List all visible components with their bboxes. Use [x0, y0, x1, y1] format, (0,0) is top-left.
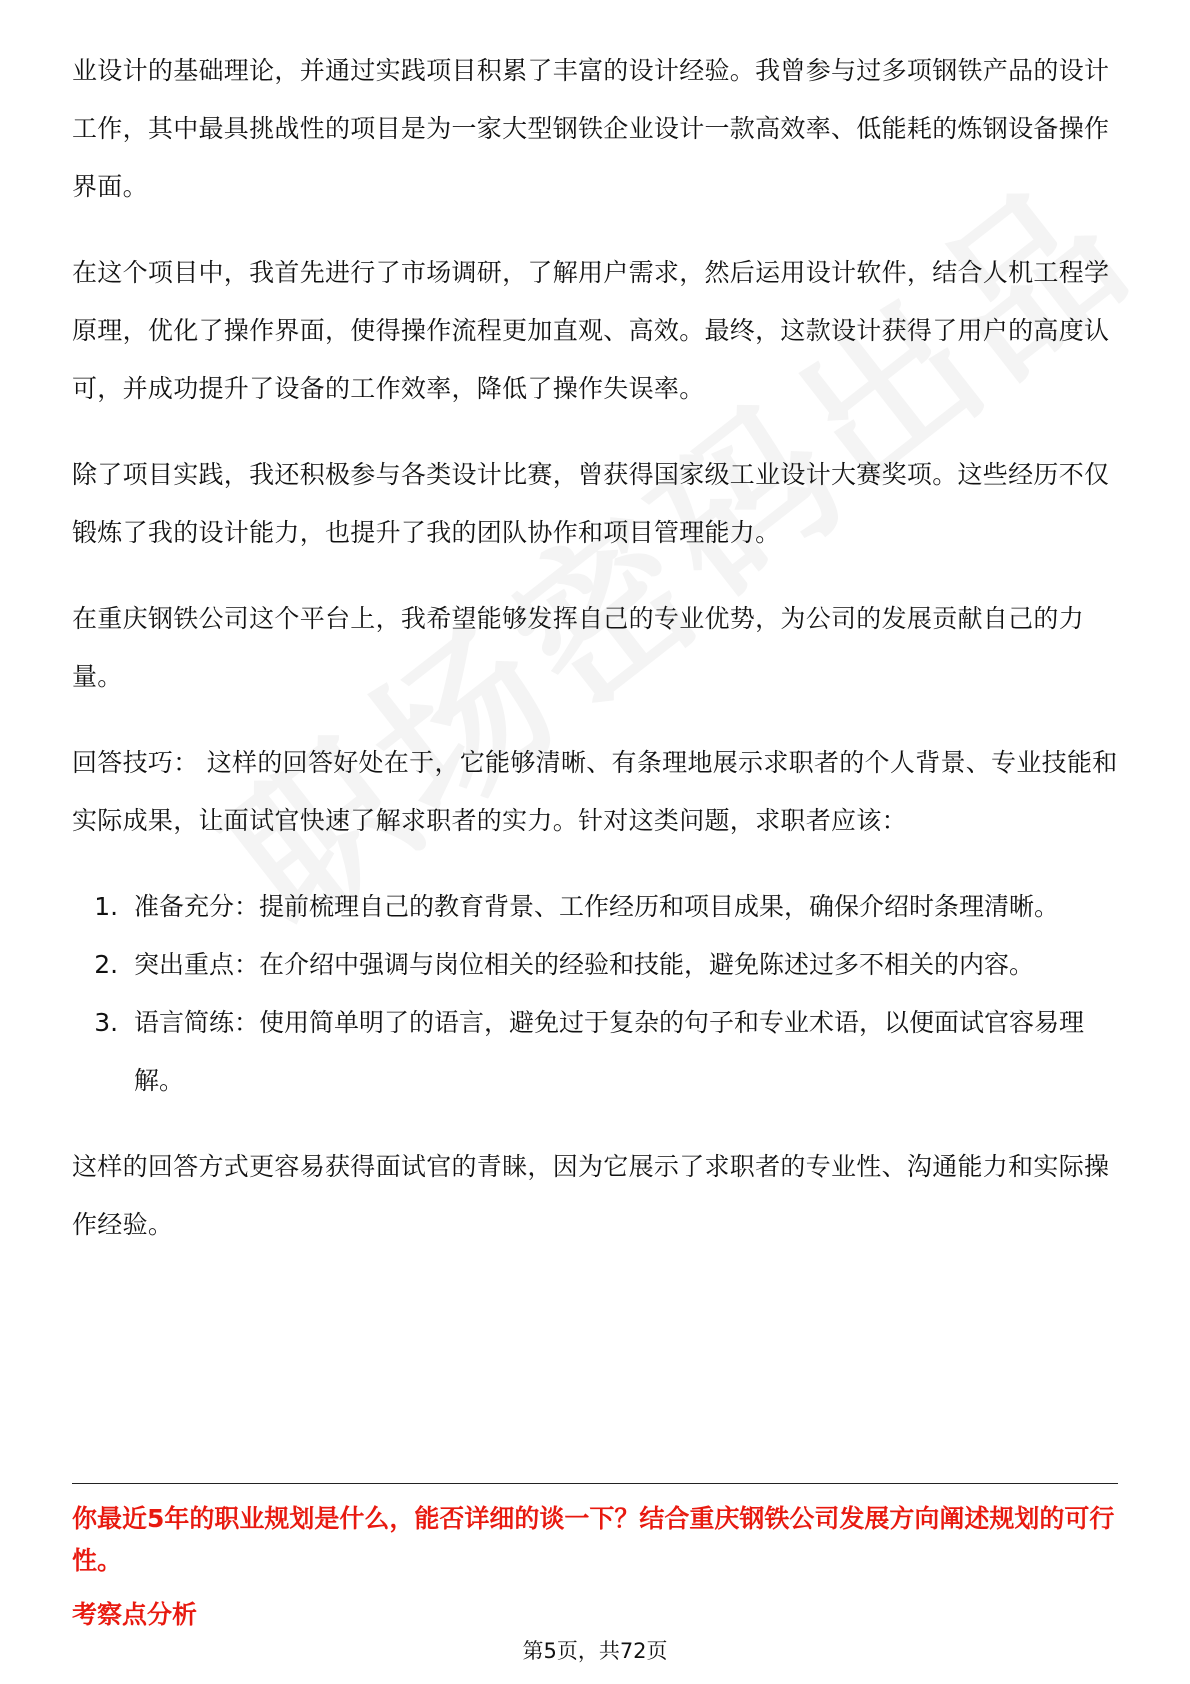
- tip-item: 2. 突出重点：在介绍中强调与岗位相关的经验和技能，避免陈述过多不相关的内容。: [126, 936, 1118, 994]
- section-heading: 考察点分析: [72, 1600, 198, 1629]
- tip-item: 3. 语言简练：使用简单明了的语言，避免过于复杂的句子和专业术语，以便面试官容易理解。: [126, 994, 1118, 1110]
- section-divider: [72, 1483, 1118, 1484]
- closing-paragraph: 这样的回答方式更容易获得面试官的青睐，因为它展示了求职者的专业性、沟通能力和实际操作经验。: [72, 1152, 1110, 1239]
- answer-tips-intro: 回答技巧： 这样的回答好处在于，它能够清晰、有条理地展示求职者的个人背景、专业技能和实际成果，让面试官快速了解求职者的实力。针对这类问题，求职者应该：: [72, 748, 1118, 835]
- page-footer: 第5页，共72页: [522, 1639, 668, 1663]
- next-question-title: 你最近5年的职业规划是什么，能否详细的谈一下？结合重庆钢铁公司发展方向阐述规划的可行性。: [72, 1504, 1115, 1575]
- answer-paragraph-2: 在这个项目中，我首先进行了市场调研，了解用户需求，然后运用设计软件，结合人机工程学原理，优化了操作界面，使得操作流程更加直观、高效。最终，这款设计获得了用户的高度认可，并成功提升了设备的工作效率，降低了操作失误率。: [72, 258, 1110, 403]
- answer-paragraph-4: 在重庆钢铁公司这个平台上，我希望能够发挥自己的专业优势，为公司的发展贡献自己的力量。: [72, 604, 1085, 691]
- answer-paragraph-3: 除了项目实践，我还积极参与各类设计比赛，曾获得国家级工业设计大赛奖项。这些经历不仅锻炼了我的设计能力，也提升了我的团队协作和项目管理能力。: [72, 460, 1110, 547]
- tip-item: 1. 准备充分：提前梳理自己的教育背景、工作经历和项目成果，确保介绍时条理清晰。: [126, 878, 1118, 936]
- tips-list: [72, 878, 1118, 1110]
- answer-paragraph-1: 业设计的基础理论，并通过实践项目积累了丰富的设计经验。我曾参与过多项钢铁产品的设计工作，其中最具挑战性的项目是为一家大型钢铁企业设计一款高效率、低能耗的炼钢设备操作界面。: [72, 56, 1110, 201]
- answer-body: [72, 42, 1118, 1282]
